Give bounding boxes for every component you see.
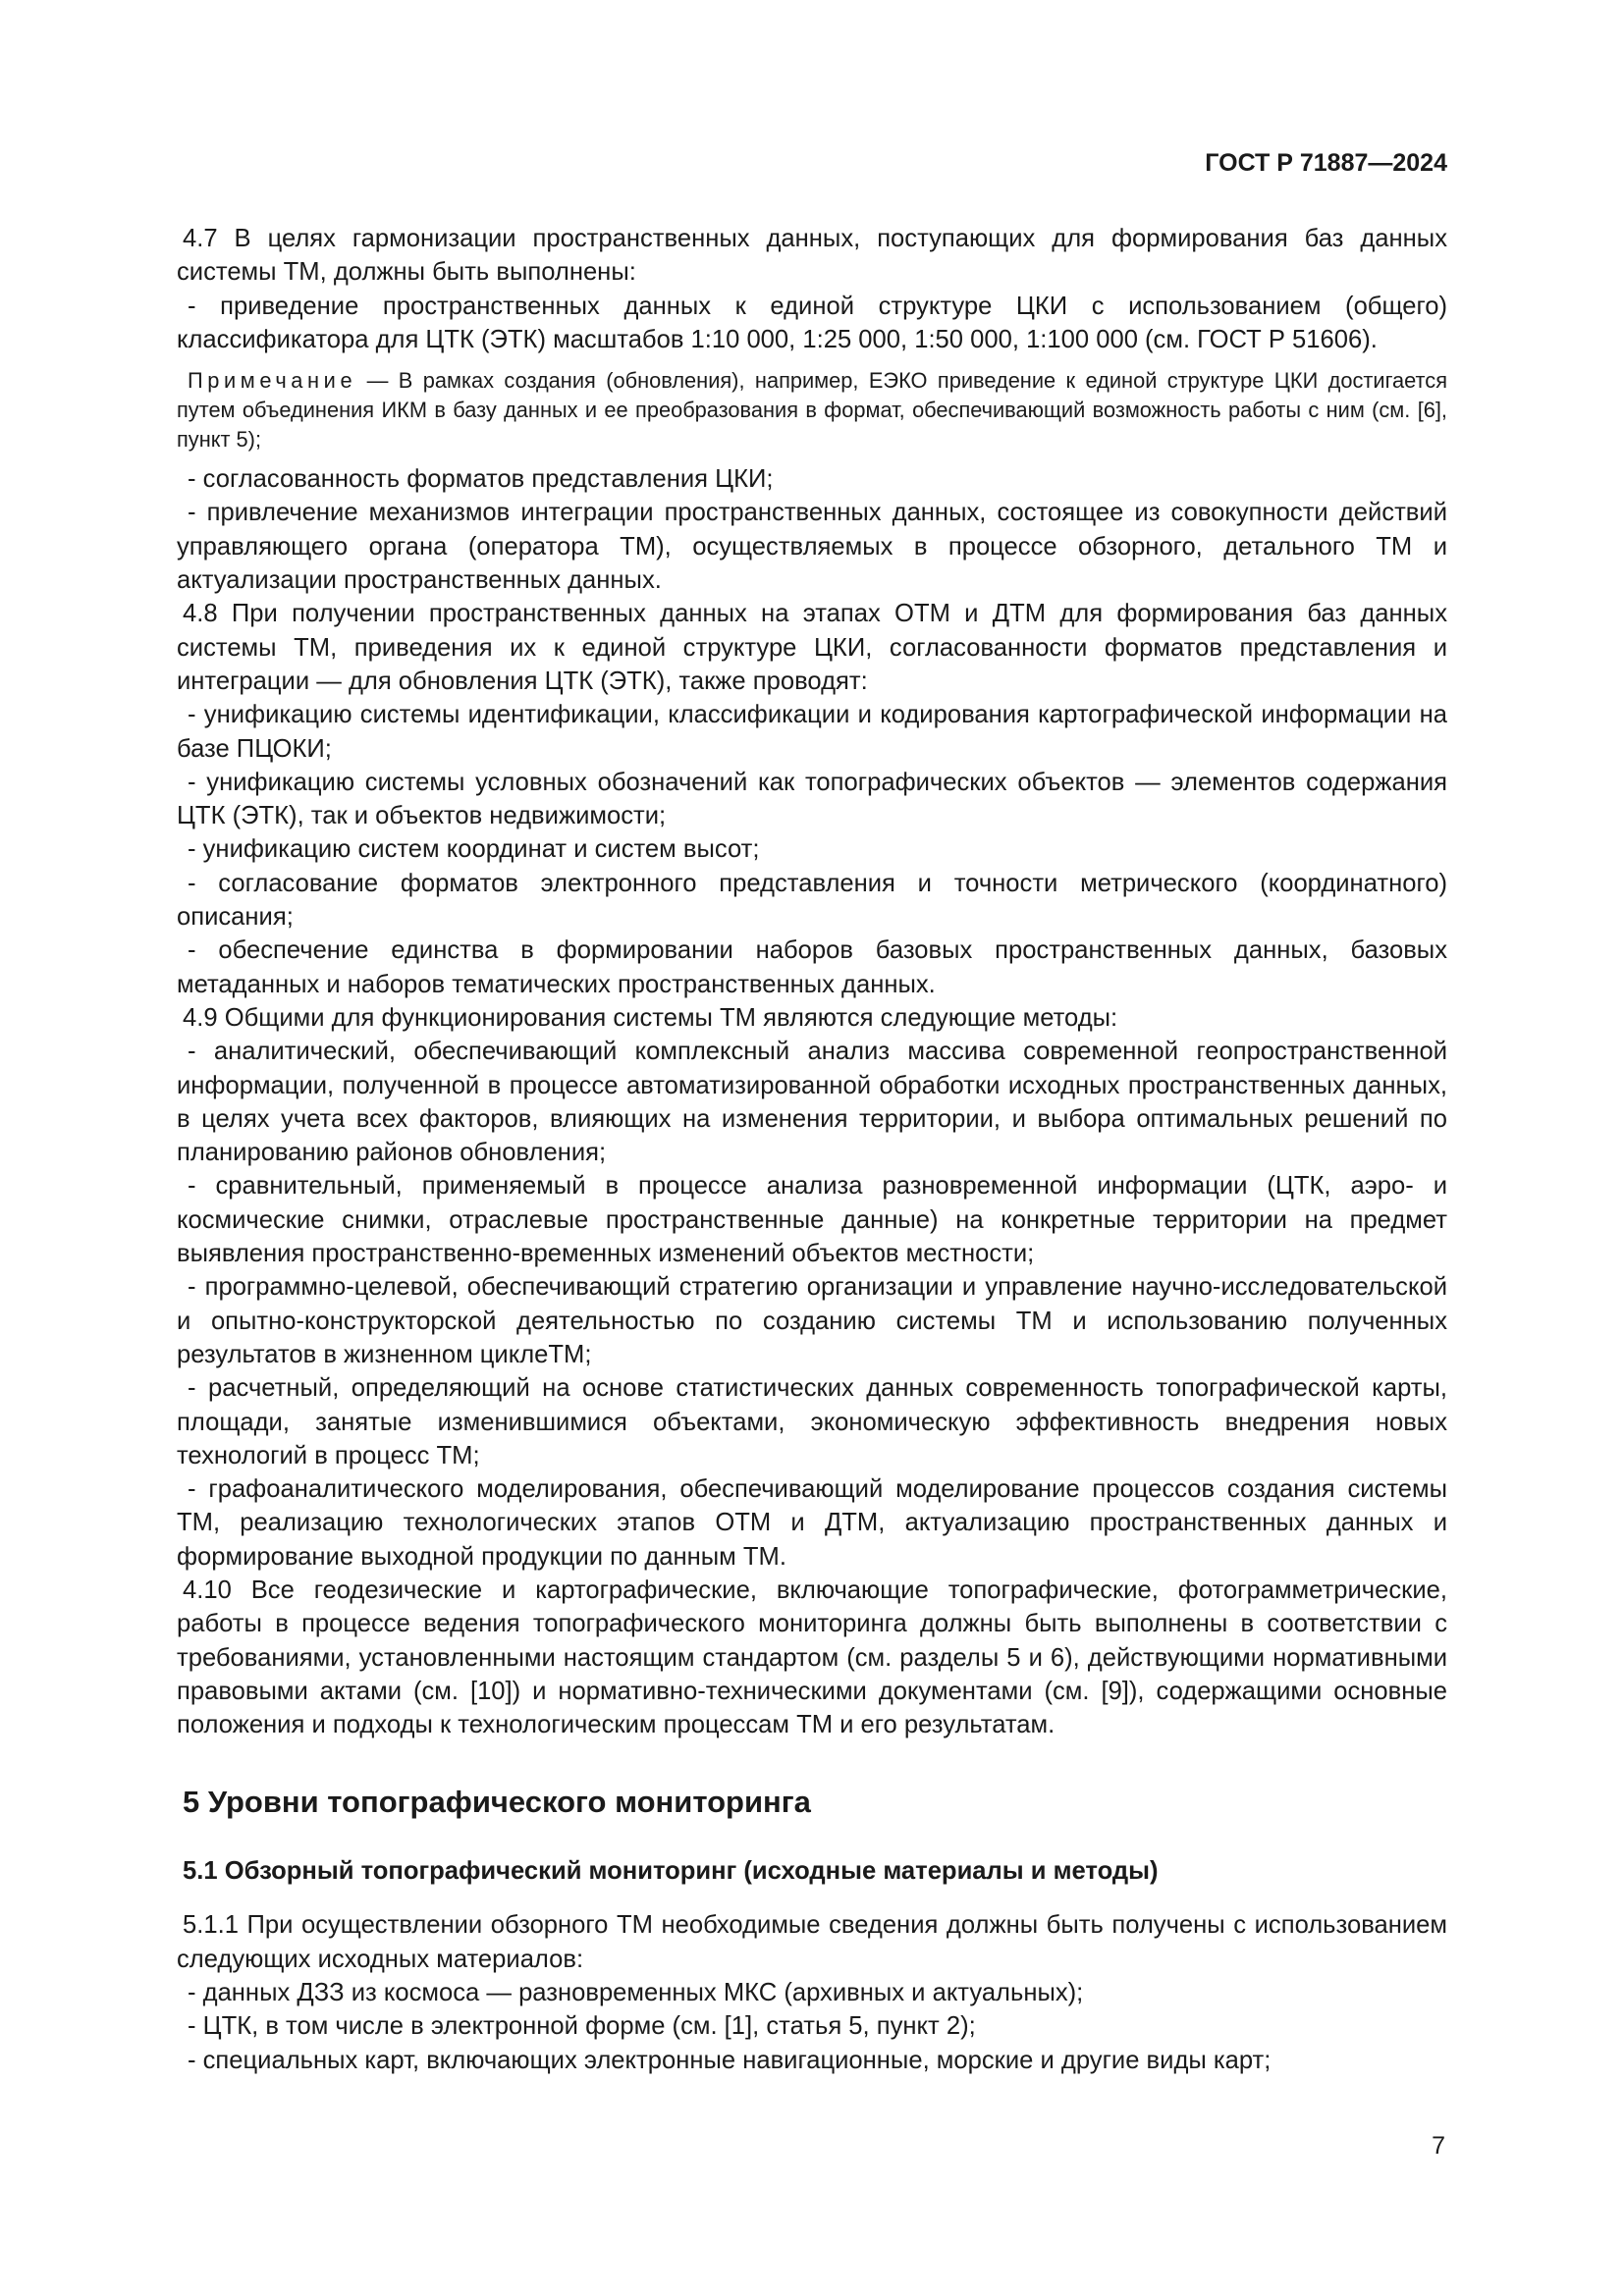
list-item: - унификацию системы условных обозначений как топографических объектов — элементов содержания ЦТК (ЭТК), так и объектов недвижимости; [177,768,1447,830]
document-body [177,222,1447,2077]
section-5-heading: 5 Уровни топографического мониторинга [183,1785,811,1820]
list-item: - данных ДЗЗ из космоса — разновременных МКС (архивных и актуальных); [188,1979,1084,2007]
note [177,366,1447,454]
list-item: - аналитический, обеспечивающий комплексный анализ массива современной геопространственной информации, полученной в процессе автоматизированной обработки исходных пространственных данных, в целях учета всех факторов, влияющих на изменения территории, и выбора оптимальных решений по планированию районов обновления; [177,1038,1447,1167]
list-item: - сравнительный, применяемый в процессе анализа разновременной информации (ЦТК, аэро- и космические снимки, отраслевые пространственные данные) на конкретные территории на предмет выявления пространственно-временных изменений объектов местности; [177,1172,1447,1268]
note-text: — В рамках создания (обновления), например, ЕЭКО приведение к единой структуре ЦКИ достигается путем объединения ИКМ в базу данных и ее преобразования в формат, обеспечивающий возможность работы с ним (см. [6], пункт 5); [177,368,1447,453]
list-item: - привлечение механизмов интеграции пространственных данных, состоящее из совокупности действий управляющего органа (оператора ТМ), осуществляемых в процессе обзорного, детального ТМ и актуализации пространственных данных. [177,499,1447,595]
list-item: - согласованность форматов представления ЦКИ; [188,465,774,494]
list-item: - расчетный, определяющий на основе статистических данных современность топографической карты, площади, занятые изменившимися объектами, экономическую эффективность внедрения новых технологий в процесс ТМ; [177,1374,1447,1469]
list-item: - программно-целевой, обеспечивающий стратегию организации и управление научно-исследовательской и опытно-конструкторской деятельностью по созданию системы ТМ и использованию полученных результатов в жизненном циклеТМ; [177,1273,1447,1368]
paragraph-5-1-1: 5.1.1 При осуществлении обзорного ТМ необходимые сведения должны быть получены с использованием следующих исходных материалов: [177,1911,1447,1973]
list-item: - унификацию системы идентификации, классификации и кодирования картографической информации на базе ПЦОКИ; [177,701,1447,763]
list-item: - ЦТК, в том числе в электронной форме (см. [1], статья 5, пункт 2); [188,2012,976,2041]
list-item: - графоаналитического моделирования, обеспечивающий моделирование процессов создания системы ТМ, реализацию технологических этапов ОТМ и ДТМ, актуализацию пространственных данных и формирование выходной продукции по данным ТМ. [177,1475,1447,1571]
list-item: - приведение пространственных данных к единой структуре ЦКИ с использованием (общего) классификатора для ЦТК (ЭТК) масштабов 1:10 000, 1:25 000, 1:50 000, 1:100 000 (см. ГОСТ Р 51606). [177,292,1447,353]
list-item: - специальных карт, включающих электронные навигационные, морские и другие виды карт; [188,2046,1272,2074]
note-label: Примечание [188,368,357,394]
paragraph-4-9: 4.9 Общими для функционирования системы ТМ являются следующие методы: [183,1003,1118,1032]
paragraph-4-10: 4.10 Все геодезические и картографические, включающие топографические, фотограмметрические, работы в процессе ведения топографического мониторинга должны быть выполнены в соответствии с требованиями, установленными настоящим стандартом (см. разделы 5 и 6), действующими нормативными правовыми актами (см. [10]) и нормативно-техническими документами (см. [9]), содержащими основные положения и подходы к технологическим процессам ТМ и его результатам. [177,1575,1447,1739]
paragraph-4-8: 4.8 При получении пространственных данных на этапах ОТМ и ДТМ для формирования баз данных системы ТМ, приведения их к единой структуре ЦКИ, согласованности форматов представления и интеграции — для обновления ЦТК (ЭТК), также проводят: [177,600,1447,695]
section-5-1-heading: 5.1 Обзорный топографический мониторинг (исходные материалы и методы) [183,1857,1159,1886]
list-item: - обеспечение единства в формировании наборов базовых пространственных данных, базовых метаданных и наборов тематических пространственных данных. [177,936,1447,998]
document-header: ГОСТ Р 71887—2024 [1205,149,1447,177]
page-number: 7 [1432,2132,1445,2160]
list-item: - унификацию систем координат и систем высот; [188,835,760,864]
paragraph-4-7: 4.7 В целях гармонизации пространственных данных, поступающих для формирования баз данных системы ТМ, должны быть выполнены: [177,225,1447,287]
list-item: - согласование форматов электронного представления и точности метрического (координатного) описания; [177,869,1447,932]
